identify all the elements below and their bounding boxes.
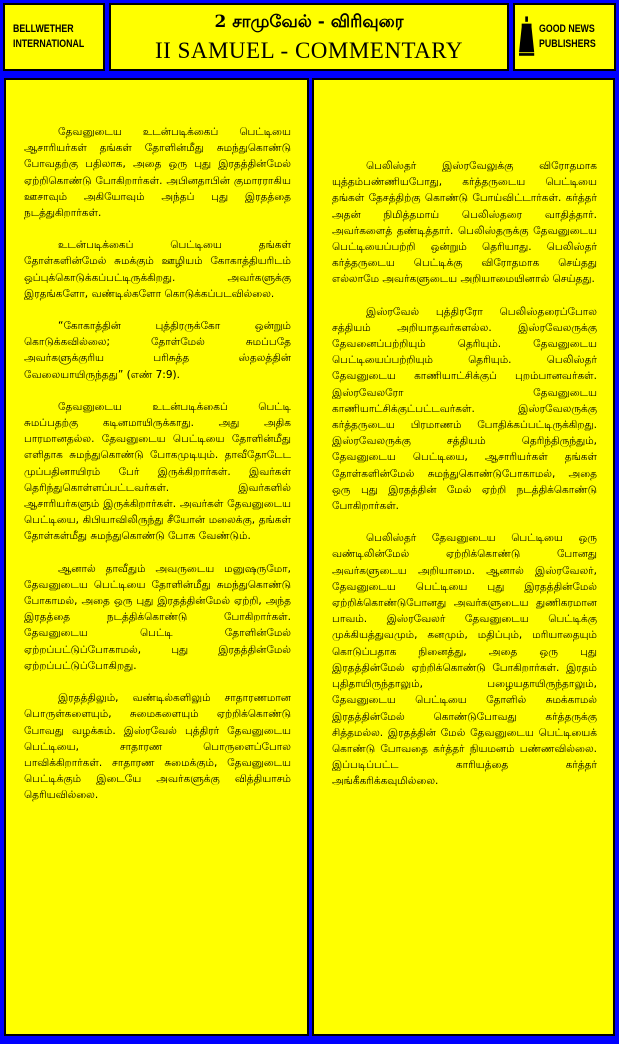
scripture-quote: “கோகாத்தின் புத்திரருக்கோ ஒன்றும் கொடுக்கவில்லை; தோள்மேல் சுமப்பதே அவர்களுக்குரிய பரிசுத்த ஸ்தலத்தின் வேலையாயிருந்தது” (எண் 7:9). — [24, 320, 291, 381]
left-column — [4, 78, 309, 1036]
paragraph: பெலிஸ்தர் இஸ்ரவேலுக்கு விரோதமாக யுத்தம்பண்ணியபோது, கர்த்தருடைய பெட்டியை தங்கள் தேசத்திற்கு கொண்டு போய்விட்டார்கள். கர்த்தர் அதன் நிமித்தமாய் பெலிஸ்தரை வாதித்தார். அவர்களைத் தண்டித்தார். பெலிஸ்தருக்கு தேவனுடைய பெட்டியைப்பற்றி ஒன்றும் தெரியாது. பெலிஸ்தர் கர்த்தருடைய பெட்டிக்கு விரோதமாக செய்தது எல்லாமே அவர்களுடைய அறியாமையினால் செய்தது. — [332, 160, 597, 286]
bell-icon — [519, 14, 535, 60]
bellwether-logo — [3, 3, 105, 71]
paragraph: தேவனுடைய உடன்படிக்கைப் பெட்டி சுமப்பதற்கு கடினமாயிருக்காது. அது அதிக பாரமானதல்ல. தேவனுடைய பெட்டியை தோளின்மீது எளிதாக சுமந்துகொண்டு போகமுடியும். தாவீதோடேட முப்பதினாயிரம் பேர் இருக்கிறார்கள். இவர்கள் தெரிந்துகொள்ளப்பட்டவர்கள். இவர்களில் ஆசாரியர்களும் இருக்கிறார்கள். அவர்கள் தேவனுடைய பெட்டியை, கிபியாவிலிருந்து சீயோன் மலைக்கு, தங்கள் தோள்கள்மீது சுமந்துகொண்டு போக வேண்டும். — [24, 400, 291, 543]
good-news-logo — [513, 3, 616, 71]
logo-left-line1: BELLWETHER — [13, 23, 74, 35]
paragraph: இஸ்ரவேல் புத்திரரோ பெலிஸ்தரைப்போல சத்தியம் அறியாதவர்களல்ல. இஸ்ரவேலருக்கு தேவனைப்பற்றியும் தெரியும். தேவனுடைய பெட்டியைப்பற்றியும் தெரியும். பெலிஸ்தர் தேவனுடைய காணியாட்சிக்குப் புறம்பானவர்கள். இஸ்ரவேலரோ தேவனுடைய காணியாட்சிக்குட்பட்டவர்கள். இஸ்ரவேலருக்கு கர்த்தருடைய பிரமாணம் போதிக்கப்பட்டிருக்கிறது. இஸ்ரவேலருக்கு சத்தியம் தெரிந்திருந்தும், தேவனுடைய பெட்டியை, ஆசாரியர்கள் தங்கள் தோள்களின்மேல் சுமந்துகொண்டுபோகாமல், அதை ஒரு புது இரதத்தின் மேல் ஏற்றி நடத்திக்கொண்டு போகிறார்கள். — [332, 305, 597, 513]
right-column — [312, 78, 615, 1036]
paragraph: இரதத்திலும், வண்டில்களிலும் சாதாரணமான பொருள்களையும், சுமைகளையும் ஏற்றிக்கொண்டு போவது வழக்கம். இஸ்ரவேல் புத்திரர் தேவனுடைய பெட்டியை, சாதாரண பொருளைப்போல பாவிக்கிறார்கள். சாதாரண சுமைக்கும், தேவனுடைய பெட்டிக்கும் இடையே அவர்களுக்கு வித்தியாசம் தெரியவில்லை. — [24, 692, 291, 802]
logo-right-line2: PUBLISHERS — [539, 38, 596, 50]
page-header — [0, 0, 619, 76]
paragraph: உடன்படிக்கைப் பெட்டியை தங்கள் தோள்களின்மேல் சுமக்கும் ஊழியம் கோகாத்தியரிடம் ஒப்புக்கொடுக்கப்பட்டிருக்கிறது. அவர்களுக்கு இரதங்களோ, வண்டில்களோ கொடுக்கப்படவில்லை. — [24, 239, 291, 300]
paragraph: ஆனால் தாவீதும் அவருடைய மனுஷருமோ, தேவனுடைய பெட்டியை தோளின்மீது சுமந்துகொண்டு போகாமல், அதை ஒரு புது இரதத்தின்மேல் ஏற்றி, அந்த இரதத்தை நடத்திக்கொண்டு போகிறார்கள். தேவனுடைய பெட்டி தோளின்மேல் ஏற்றப்பட்டுப்போகாமல், புது இரதத்தின்மேல் ஏற்றப்பட்டுப்போகிறது. — [24, 562, 291, 672]
logo-right-line1: GOOD NEWS — [539, 23, 595, 35]
paragraph: பெலிஸ்தர் தேவனுடைய பெட்டியை ஒரு வண்டிலின்மேல் ஏற்றிக்கொண்டு போனது அவர்களுடைய அறியாமை. ஆனால் இஸ்ரவேலர், தேவனுடைய பெட்டியை புது இரதத்தின்மேல் ஏற்றிக்கொண்டுபோனது அவர்களுடைய துணிகரமான பாவம். இஸ்ரவேலர் தேவனுடைய பெட்டிக்கு முக்கியத்துவமும், கனமும், மதிப்பும், மரியாதையும் கொடுப்பதாக நினைத்து, அதை ஒரு புது இரதத்தின்மேல் ஏற்றிக்கொண்டு போகிறார்கள். இரதம் புதிதாயிருந்தாலும், பழையதாயிருந்தாலும், தேவனுடைய பெட்டியை தோளில் சுமக்காமல் இரதத்தின்மேல் கொண்டுபோவது கர்த்தருக்கு சித்தமல்ல. இரதத்தின் மேல் தேவனுடைய பெட்டியைக் கொண்டு போவதை கர்த்தர் நியமனம் பண்ணவில்லை. இப்படிப்பட்ட காரியத்தை கர்த்தர் அங்கீகரிக்கவுமில்லை. — [332, 532, 597, 788]
logo-left-line2: INTERNATIONAL — [13, 38, 85, 50]
page-title-english: II SAMUEL - COMMENTARY — [155, 38, 463, 63]
paragraph: தேவனுடைய உடன்படிக்கைப் பெட்டியை ஆசாரியர்கள் தங்கள் தோளின்மீது சுமந்துகொண்டு போவதற்கு பதிலாக, அதை ஒரு புது இரதத்தின்மேல் ஏற்றிகொண்டு போகிறார்கள். அபினதாபின் குமாரராகிய ஊசாவும் அகியோவும் அந்தப் புது இரதத்தை நடத்துகிறார்கள். — [24, 126, 291, 220]
page-title-tamil: 2 சாமுவேல் - விரிவுரை — [214, 12, 404, 32]
title-box — [109, 3, 509, 71]
